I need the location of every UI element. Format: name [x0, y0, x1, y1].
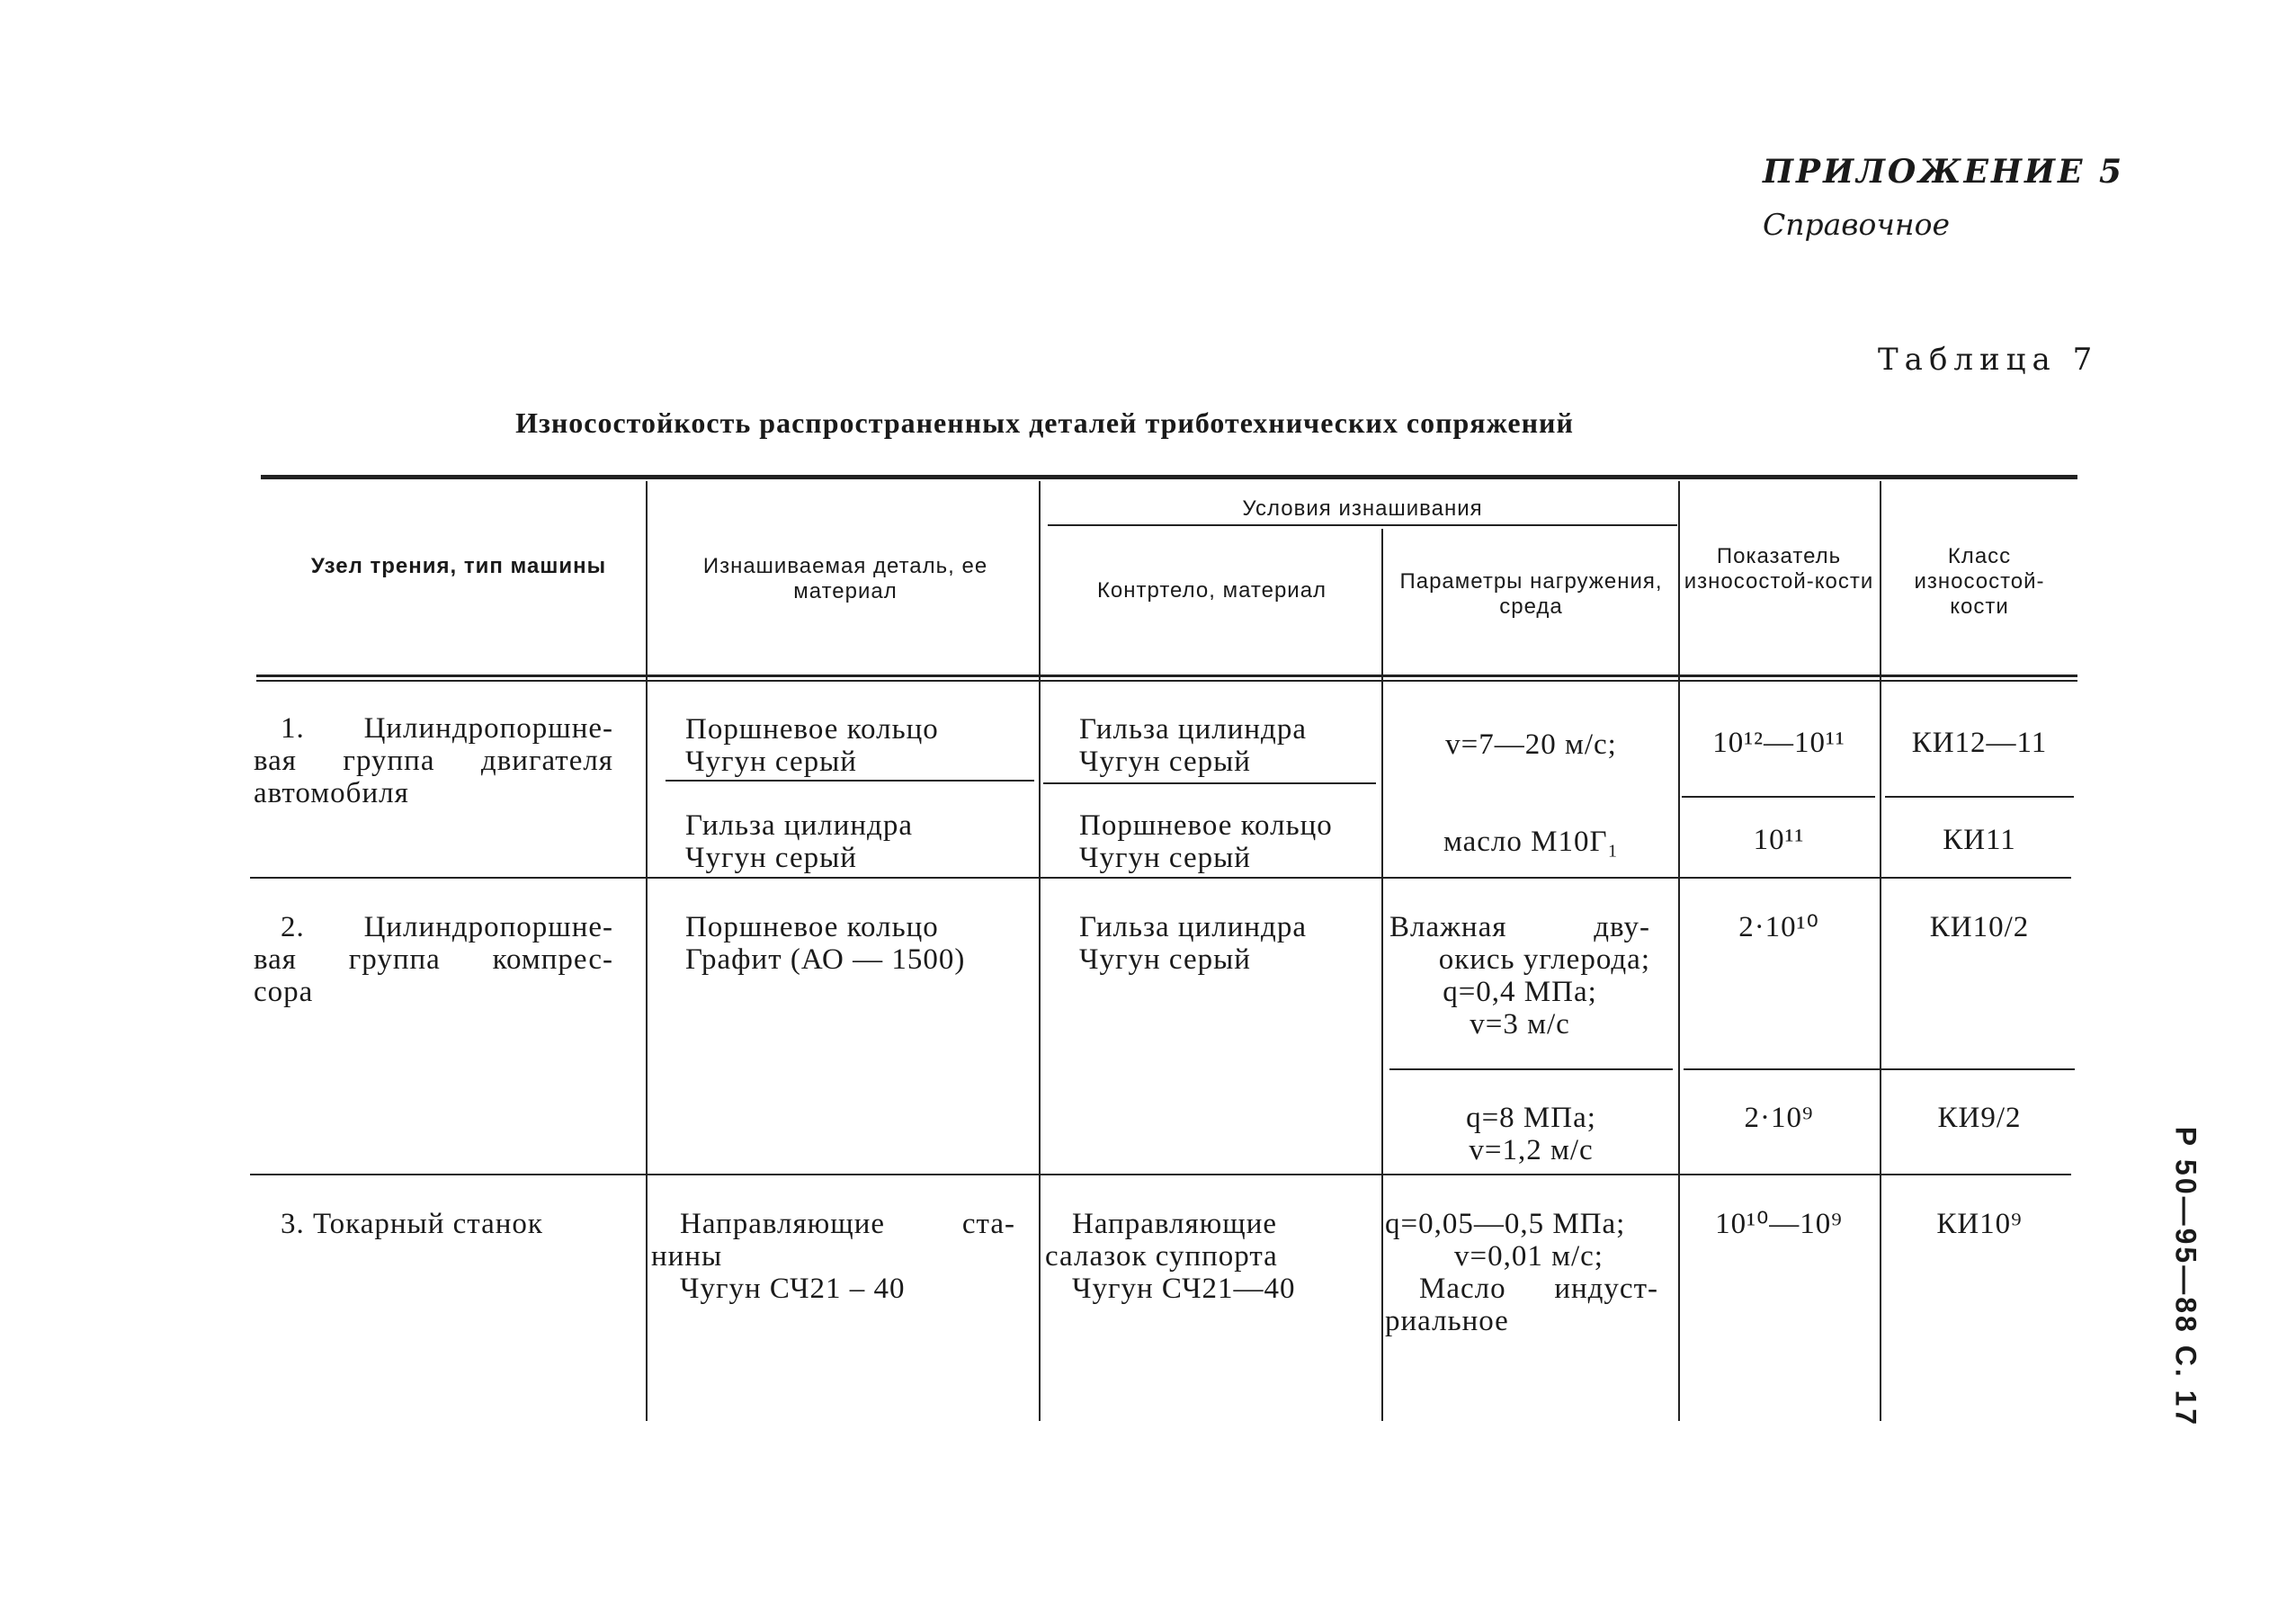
- vline-4: [1678, 481, 1680, 1421]
- header-wear-class: Класс износостой-кости: [1914, 544, 2045, 619]
- row3-class: КИ10⁹: [1936, 1208, 2023, 1240]
- row3-index: 10¹⁰—10⁹: [1715, 1208, 1843, 1240]
- header-bottom-rule-2: [256, 680, 2077, 682]
- row1-class-1: КИ12—11: [1911, 727, 2048, 759]
- table-title: Износостойкость распространенных деталей триботехнических сопряжений: [515, 406, 1574, 439]
- row3-unit: 3. Токарный станок: [281, 1208, 543, 1240]
- appendix-title: ПРИЛОЖЕНИЕ 5: [1763, 153, 2125, 191]
- vline-5: [1880, 481, 1881, 1421]
- row2-index-1: 2·10¹⁰: [1738, 911, 1819, 943]
- row1-params-1: v=7—20 м/с;: [1445, 728, 1617, 761]
- table-number: Таблица 7: [1878, 342, 2099, 378]
- row1-class-divider: [1885, 796, 2074, 798]
- header-wear-conditions: Условия изнашивания: [1242, 496, 1483, 521]
- vline-1: [646, 481, 648, 1421]
- row1-part-1: Поршневое кольцо Чугун серый: [685, 713, 939, 778]
- vline-3: [1381, 529, 1383, 1421]
- row1-counter-divider: [1043, 782, 1376, 784]
- vline-2: [1039, 481, 1041, 1421]
- header-worn-part: Изнашиваемая деталь, ее материал: [702, 554, 988, 603]
- row2-index-2: 2·10⁹: [1744, 1102, 1814, 1134]
- row1-part-2: Гильза цилиндра Чугун серый: [685, 809, 913, 874]
- table-top-rule: [261, 475, 2077, 479]
- row1-index-1: 10¹²—10¹¹: [1712, 727, 1845, 759]
- row2-class-1: КИ10/2: [1929, 911, 2030, 943]
- row2-counter: Гильза цилиндра Чугун серый: [1079, 911, 1307, 976]
- row2-params-2: q=8 МПа; v=1,2 м/с: [1466, 1102, 1596, 1166]
- row3-part: Направляющие ста- нины Чугун СЧ21 – 40: [651, 1208, 1015, 1305]
- row1-params-2: масло М10Г₁: [1443, 826, 1620, 858]
- appendix-subtitle: Справочное: [1763, 207, 1951, 242]
- row2-params-divider: [1389, 1068, 1673, 1070]
- row-separator-1: [250, 877, 2071, 879]
- row1-unit: 1. Цилиндропоршне- вая группа двигателя автомобиля: [254, 712, 613, 809]
- row1-index-2: 10¹¹: [1753, 824, 1805, 856]
- header-bottom-rule-1: [256, 674, 2077, 677]
- header-wear-index: Показатель износостой-кости: [1684, 544, 1874, 594]
- row2-class-2: КИ9/2: [1937, 1102, 2022, 1134]
- side-page-reference: Р 50—95—88 С. 17: [2169, 1126, 2202, 1428]
- group-header-rule: [1048, 524, 1677, 526]
- header-counterbody: Контртело, материал: [1096, 578, 1327, 603]
- row1-counter-2: Поршневое кольцо Чугун серый: [1079, 809, 1333, 874]
- row2-index-class-divider: [1684, 1068, 2075, 1070]
- row3-counter: Направляющие салазок суппорта Чугун СЧ21—40: [1045, 1208, 1296, 1305]
- row1-counter-1: Гильза цилиндра Чугун серый: [1079, 713, 1307, 778]
- header-load-params: Параметры нагружения, среда: [1399, 569, 1663, 619]
- row3-params: q=0,05—0,5 МПа; v=0,01 м/с; Масло индуст- риальное: [1385, 1208, 1658, 1337]
- row1-part-divider: [666, 780, 1034, 782]
- row-separator-2: [250, 1174, 2071, 1175]
- row1-index-divider: [1682, 796, 1875, 798]
- row2-params-1: Влажная дву- окись углерода; q=0,4 МПа; v=3 м/с: [1389, 911, 1650, 1041]
- row2-unit: 2. Цилиндропоршне- вая группа компрес- сора: [254, 911, 613, 1008]
- row2-part: Поршневое кольцо Графит (АО — 1500): [685, 911, 966, 976]
- row1-class-2: КИ11: [1943, 824, 2016, 856]
- header-friction-unit: Узел трения, тип машины: [310, 554, 607, 578]
